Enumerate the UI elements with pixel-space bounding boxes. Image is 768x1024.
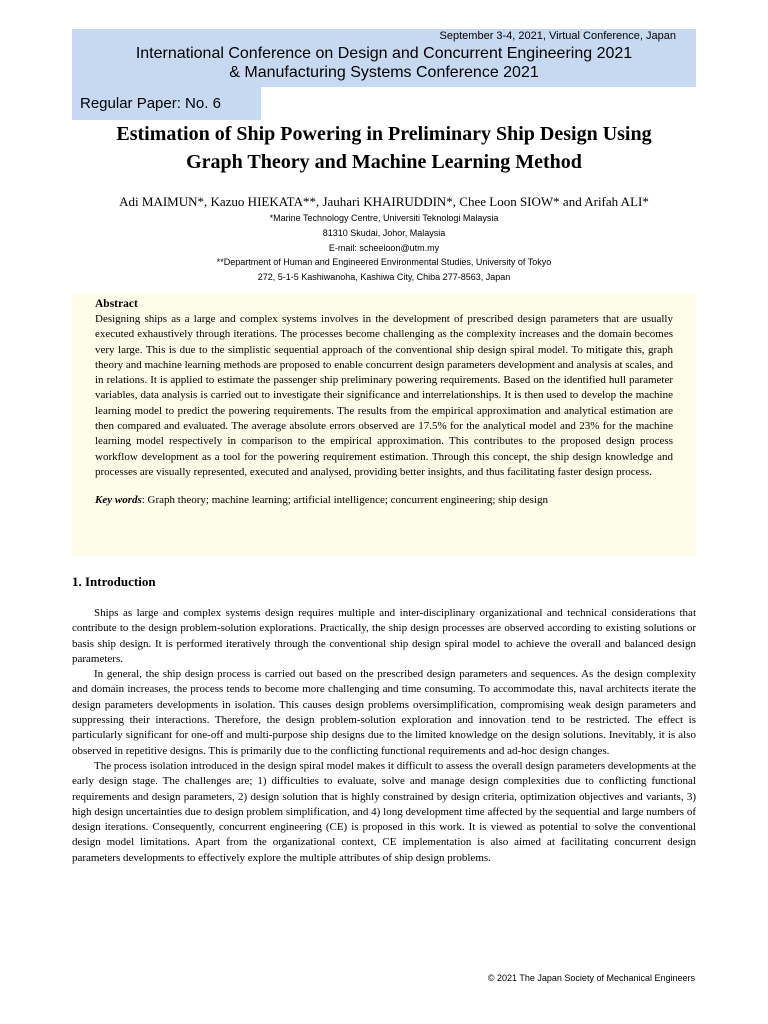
conference-date: September 3-4, 2021, Virtual Conference, Japan (439, 30, 676, 42)
paragraph: Ships as large and complex systems design requires multiple and inter-disciplinary organizational and technical considerations that contribute to the design problem-solution explorations. Practically, the ship design processes are observed according to existing solutions or basis ship design. It is performed iteratively through the conventional ship design spiral model to achieve the overall and balanced design parameters. (72, 607, 696, 665)
abstract-box (72, 294, 696, 556)
paper-title-line2: Graph Theory and Machine Learning Method (186, 151, 582, 173)
paragraph: In general, the ship design process is carried out based on the prescribed design parameters and sequences. As the design complexity and domain increases, the process tends to become more challenging and time consuming. To accommodate this, naval architects iterate the design parameters developments in isolation. This causes design problems oversimplification, compromising weak design parameters and suppressing their interactions. Therefore, the design problem-solution exploration and innovation tend to be restricted. The effect is particularly significant for one-off and multi-purpose ship designs due to the limited knowledge on the design solutions. Inevitably, it is also observed in repetitive designs. This is primarily due to the conflicting functional requirements and ad-hoc design changes. (72, 668, 696, 757)
affiliation-line: 272, 5-1-5 Kashiwanoha, Kashiwa City, Chiba 277-8563, Japan (257, 272, 511, 283)
paper-title (60, 120, 708, 176)
introduction-body (72, 606, 696, 866)
section-heading-introduction: 1. Introduction (72, 574, 156, 589)
affiliation-line: **Department of Human and Engineered Environmental Studies, University of Tokyo (216, 257, 552, 268)
abstract-text: Designing ships as a large and complex systems involves in the development of prescribed design parameters that are usually executed exhaustively through iterations. The processes become challenging as the complexity increases and the domain becomes very large. This is due to the simplistic sequential approach of the conventional ship design spiral model. To mitigate this, graph theory and machine learning methods are proposed to enable concurrent design parameters development and analysis at scales, and in relations. It is applied to estimate the passenger ship preliminary powering requirements. Based on the identified hull parameter variables, data analysis is carried out to investigate their significance and interrelationships. It is then used to develop the machine learning model to predict the powering requirements. The results from the empirical approximation and analytical estimation are then compared and evaluated. The average absolute errors observed are 17.5% for the analytical model and 23% for the machine learning model respectively in comparison to the empirical approximation. This contributes to the proposed design process workflow development as a tool for the powering requirement estimation. Through this concept, the ship design knowledge and processes are visually represented, executed and analysed, providing better insights, and thus facilitating faster design process. (95, 313, 673, 478)
paper-type-label: Regular Paper: No. 6 (72, 87, 261, 120)
affiliation-line: *Marine Technology Centre, Universiti Teknologi Malaysia (269, 213, 499, 223)
conference-header (72, 29, 696, 87)
conference-name (72, 44, 696, 82)
paragraph: The process isolation introduced in the design spiral model makes it difficult to assess the overall design parameters developments at the early design stage. The challenges are; 1) difficulties to evaluate, solve and manage design complexities due to conflicting functional requirements and design parameters, 2) design solution that is highly constrained by design criteria, optimization objectives and variants, 3) high design uncertainties due to design problem simplification, and 4) long development time affected by the sequential and large numbers of design iterations. Consequently, concurrent engineering (CE) is proposed in this work. It is viewed as potential to solve the conventional design model limitations. Apart from the organizational context, CE implementation is also aimed at facilitating concurrent design parameters developments to effectively explore the multiple attributes of ship design problems. (72, 759, 696, 864)
conference-name-line2: & Manufacturing Systems Conference 2021 (229, 64, 539, 81)
keywords-list: : Graph theory; machine learning; artificial intelligence; concurrent engineering; ship design (141, 494, 548, 507)
keywords-label: Key words (95, 494, 142, 507)
copyright-footer: © 2021 The Japan Society of Mechanical Engineers (487, 973, 695, 983)
affiliations (60, 211, 708, 285)
conference-name-line1: International Conference on Design and Concurrent Engineering 2021 (135, 45, 633, 62)
abstract-heading: Abstract (95, 298, 138, 310)
email-line: E-mail: scheeloon@utm.my (328, 242, 440, 253)
author-list: Adi MAIMUN*, Kazuo HIEKATA**, Jauhari KHAIRUDDIN*, Chee Loon SIOW* and Arifah ALI* (119, 194, 649, 209)
paper-title-line1: Estimation of Ship Powering in Preliminary Ship Design Using (116, 123, 652, 145)
keywords (95, 493, 673, 508)
affiliation-line: 81310 Skudai, Johor, Malaysia (322, 227, 446, 238)
